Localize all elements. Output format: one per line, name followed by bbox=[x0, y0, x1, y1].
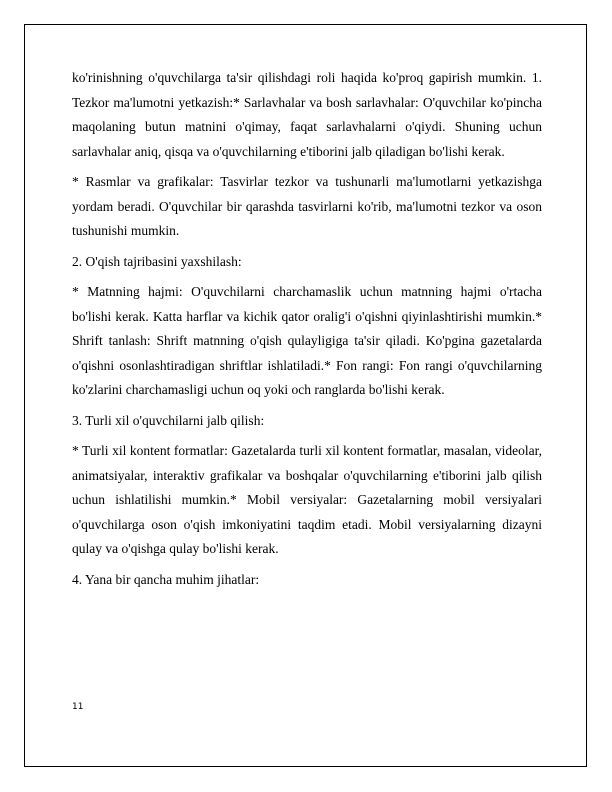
section-heading-more: 4. Yana bir qancha muhim jihatlar: bbox=[72, 571, 260, 587]
paragraph-content-formats: * Turli xil kontent formatlar: Gazetalarda turli xil kontent formatlar, masalan, videolar, animatsiyalar, interaktiv grafikalar va boshqalar o'quvchilarning e'tiborini jalb qilish uchun ishlatilishi mumkin.* Mobil versiyalar: Gazetalarning mobil versiyalari o'quvchilarga oson o'qish imkoniyatini taqdim etadi. Mobil versiyalarning dizayni qulay va o'qishga qulay bo'lishi kerak. bbox=[72, 443, 542, 556]
page-number: 11 bbox=[72, 702, 84, 712]
paragraph-images: * Rasmlar va grafikalar: Tasvirlar tezkor va tushunarli ma'lumotlarni yetkazishga yordam beradi. O'quvchilar bir qarashda tasvirlarni ko'rib, ma'lumotni tezkor va oson tushunishi mumkin. bbox=[72, 174, 542, 238]
paragraph-intro: ko'rinishning o'quvchilarga ta'sir qilishdagi roli haqida ko'proq gapirish mumkin. 1. Tezkor ma'lumotni yetkazish:* Sarlavhalar va bosh sarlavhalar: O'quvchilar ko'pincha maqolaning butun matnini o'qimay, faqat sarlavhalarni o'qiydi. Shuning uchun sarlavhalar aniq, qisqa va o'quvchilarning e'tiborini jalb qiladigan bo'lishi kerak. bbox=[72, 70, 542, 159]
section-heading-audience: 3. Turli xil o'quvchilarni jalb qilish: bbox=[72, 412, 265, 428]
paragraph-text-size: * Matnning hajmi: O'quvchilarni charchamaslik uchun matnning hajmi o'rtacha bo'lishi kerak. Katta harflar va kichik qator oralig'i o'qishni qiyinlashtirishi mumkin.* Shrift tanlash: Shrift matnning o'qish qulayligiga ta'sir qiladi. Ko'pgina gazetalarda o'qishni osonlashtiradigan shriftlar ishlatiladi.* Fon rangi: Fon rangi o'quvchilarning ko'zlarini charchamasligi uchun oq yoki och ranglarda bo'lishi kerak. bbox=[72, 284, 542, 397]
document-body bbox=[72, 66, 542, 598]
section-heading-reading: 2. O'qish tajribasini yaxshilash: bbox=[72, 253, 242, 269]
